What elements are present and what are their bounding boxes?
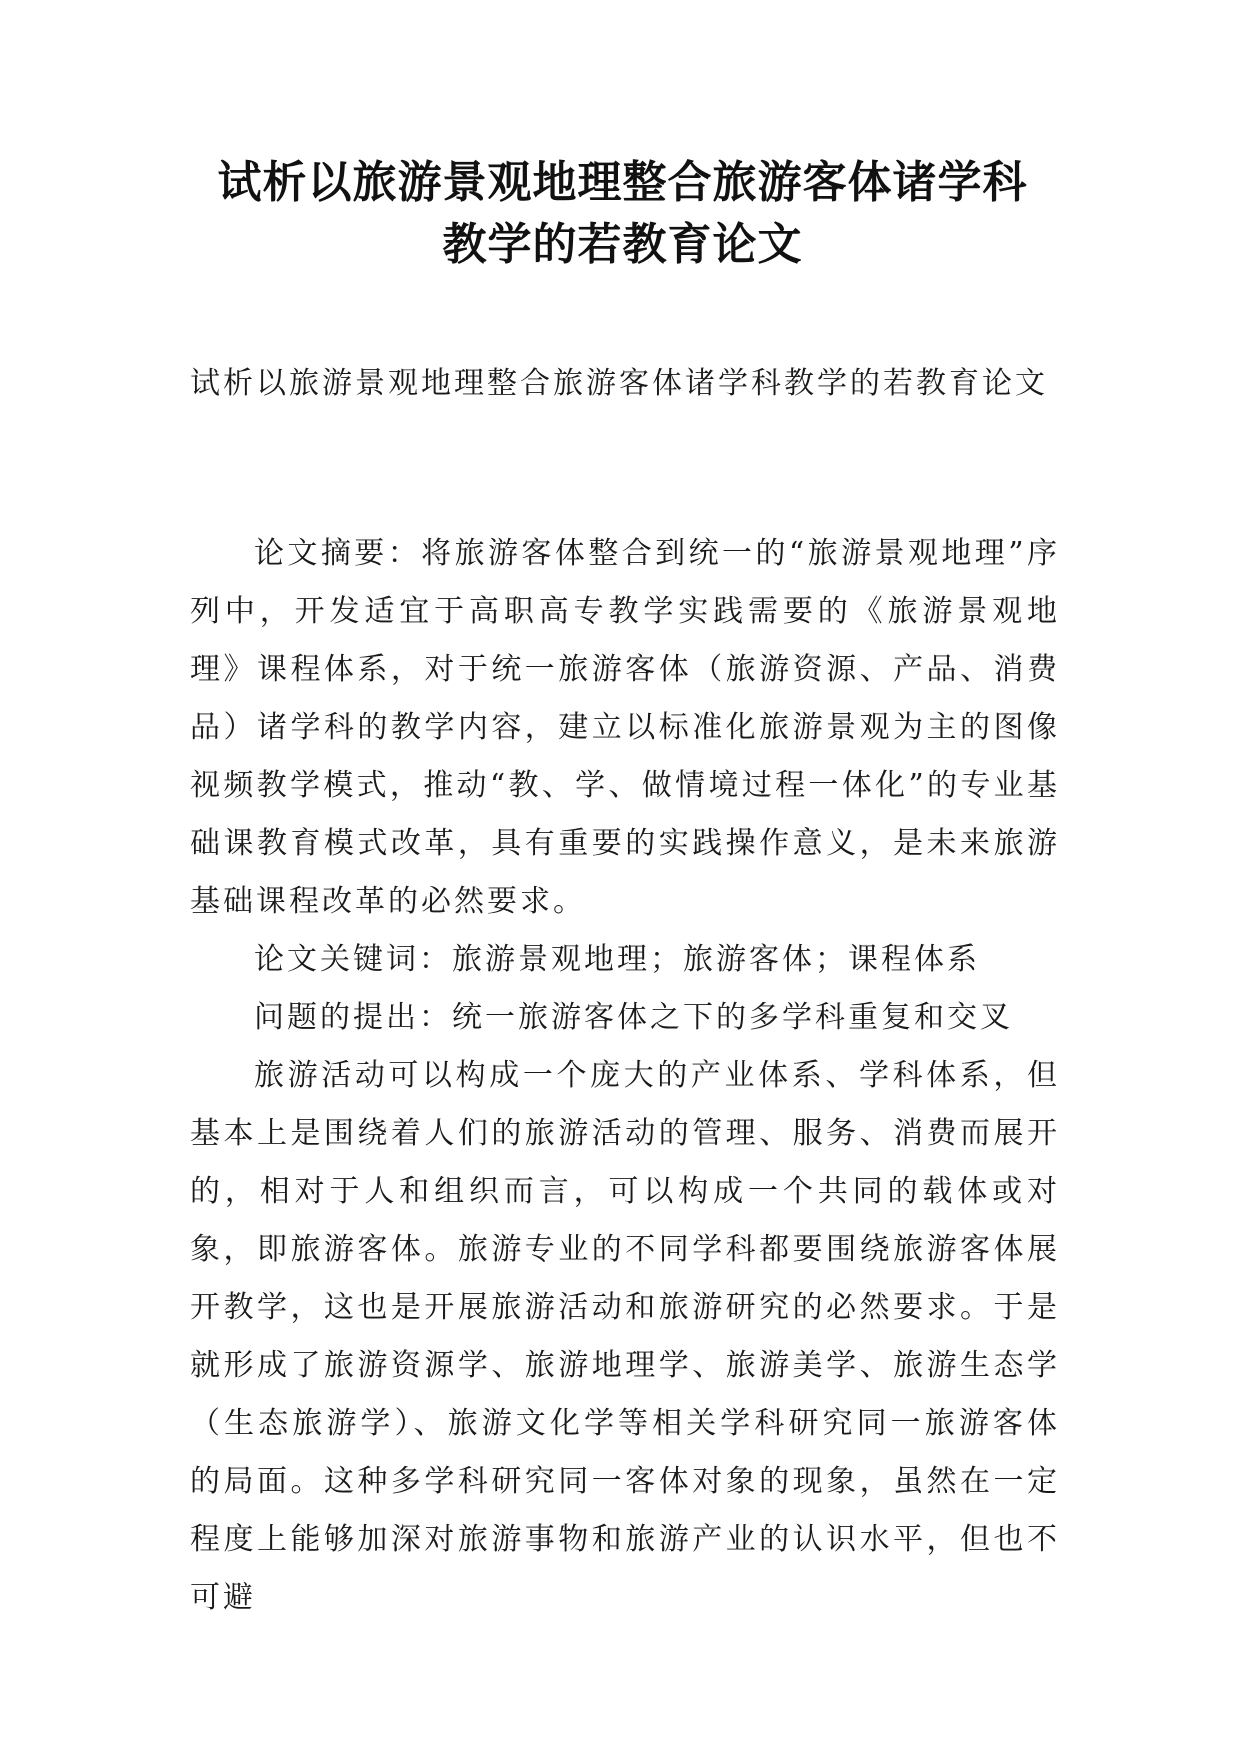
body-paragraph: 旅游活动可以构成一个庞大的产业体系、学科体系，但基本上是围绕着人们的旅游活动的管理、服务、消费而展开的，相对于人和组织而言，可以构成一个共同的载体或对象，即旅游客体。旅游专业的不同学科都要围绕旅游客体展开教学，这也是开展旅游活动和旅游研究的必然要求。于是就形成了旅游资源学、旅游地理学、旅游美学、旅游生态学（生态旅游学）、旅游文化学等相关学科研究同一旅游客体的局面。这种多学科研究同一客体对象的现象，虽然在一定程度上能够加深对旅游事物和旅游产业的认识水平，但也不可避 (190, 1058, 1060, 1615)
document-title (190, 152, 1055, 276)
document-title-line-1: 试析以旅游景观地理整合旅游客体诸学科 (217, 157, 1028, 208)
abstract-paragraph: 论文摘要：将旅游客体整合到统一的“旅游景观地理”序列中，开发适宜于高职高专教学实践需要的《旅游景观地理》课程体系，对于统一旅游客体（旅游资源、产品、消费品）诸学科的教学内容，建立以标准化旅游景观为主的图像视频教学模式，推动“教、学、做情境过程一体化”的专业基础课教育模式改革，具有重要的实践操作意义，是未来旅游基础课程改革的必然要求。 (190, 536, 1060, 919)
document-subtitle: 试析以旅游景观地理整合旅游客体诸学科教学的若教育论文 (190, 366, 1048, 401)
keywords-paragraph: 论文关键词：旅游景观地理；旅游客体；课程体系 (254, 942, 980, 977)
problem-heading-paragraph: 问题的提出：统一旅游客体之下的多学科重复和交叉 (254, 1000, 1013, 1035)
document-body (190, 525, 1060, 1627)
document-title-line-2: 教学的若教育论文 (442, 219, 803, 270)
